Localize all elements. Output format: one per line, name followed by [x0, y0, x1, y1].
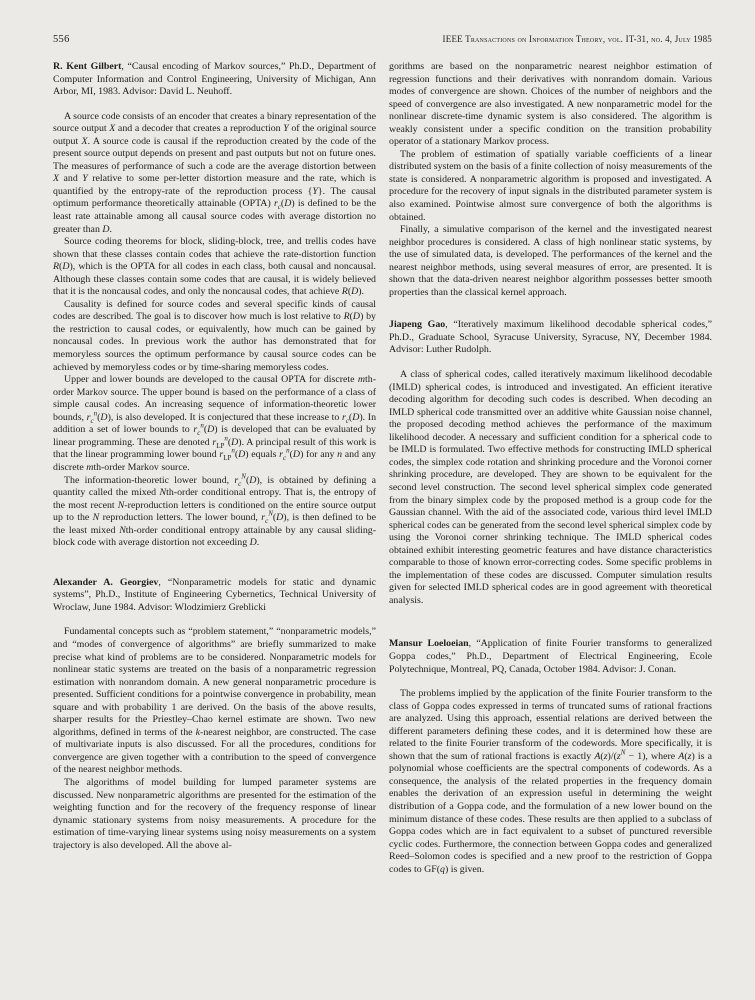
abstract-paragraph: The problems implied by the application of the finite Fourier transform to the class of Goppa codes expressed in terms of truncated sums of rational fractions are analyzed. Using this approach, essential relations are derived between the different parameters defining these codes, and it is determined how these are related to the finite Fourier transform of the codewords. More specifically, it is shown that the sum of rational fractions is exactly $A(z)/(z^N - 1)$, where A(z) is a polynomial whose coefficients are the spectral components of codewords. As a consequence, the analysis of the related properties in the frequency domain enables the derivation of an expression useful in determining the weight distribution of a Goppa code, and the formulation of a new lower bound on the minimum distance of these codes. These results are then applied to a subclass of Goppa codes which are in fact equivalent to a subset of punctured reversible cyclic codes. Furthermore, the connection between Goppa codes and generalized Reed–Solomon codes is specified and a new proof to the restriction of Goppa codes to GF(q) is given. — [389, 688, 713, 875]
page-number: 556 — [53, 34, 70, 45]
abstract-paragraph: Source coding theorems for block, sliding-block, tree, and trellis codes have shown that these classes contain codes that achieve the rate-distortion function R(D), which is the OPTA for all codes in each class, both causal and noncausal. Although these classes contain some codes that are causal, it is widely believed that it is the noncausal codes, and only the noncausal codes, that achieve R(D). — [53, 236, 376, 298]
abstract-paragraph: Fundamental concepts such as “problem statement,” “nonparametric models,” and “modes of convergence of algorithms” are briefly summarized to make precise what kind of problems are to be considered. Nonparametric models for nonlinear static systems are treated on the basis of a nonparametric regression estimation with nonrandom domain. A new general nonparametric procedure is presented. Sufficient conditions for a pointwise convergence in probability, mean square and with probability 1 are derived. On the basis of the above results, sharper results for the Priestley–Chao kernel estimate are shown. Two new algorithms, defined in terms of the k-nearest neighbor, are constructed. The case of multivariate inputs is also discussed. For all the procedures, conditions for convergence are given together with a contribution to the speed of convergence of the nearest neighbor methods. — [53, 626, 376, 776]
abstract-paragraph: Finally, a simulative comparison of the kernel and the investigated nearest neighbor procedures is considered. A class of high nonlinear static systems, by the use of simulated data, is developed. The performances of the kernel and the nearest neighbor methods, using several measures of error, are presented. It is shown that the data-driven nearest neighbor algorithm possesses better smooth properties than the classical kernel approach. — [389, 224, 712, 298]
abstract-paragraph: A source code consists of an encoder that creates a binary representation of the source output X and a decoder that creates a reproduction Y of the original source output X. A source code is causal if the reproduction created by the code of the present source output depends on present and past outputs but not on future ones. The measures of performance of such a code are the average distortion between X and Y relative to some per-letter distortion measure and the rate, which is quantified by the entropy-rate of the reproduction process {Y}. The causal optimum performance theoretically attainable (OPTA) $r_c(D)$ is defined to be the least rate attainable among all causal source codes with average distortion no greater than D. — [53, 110, 376, 235]
abstract-paragraph: The algorithms of model building for lumped parameter systems are discussed. New nonparametric algorithms are presented for the estimation of the weighting function and for the recovery of the frequency response of linear dynamic stationary systems from noisy measurements. A procedure for the estimation of time-varying linear systems using noisy measurements on a system trajectory is also developed. All the above al- — [53, 776, 376, 851]
entry-heading-georgiev: Alexander A. Georgiev, “Nonparametric models for static and dynamic systems”, Ph.D., Institute of Engineering Cybernetics, Technical University of Wroclaw, June 1984. Advisor: Wlodzimierz Greblicki — [53, 576, 376, 613]
left-column — [53, 61, 376, 876]
two-column-body — [53, 61, 712, 876]
right-column — [389, 61, 712, 876]
abstract-paragraph-continuation: gorithms are based on the nonparametric nearest neighbor estimation of regression functions and their derivatives with nonrandom domain. Various modes of convergence are shown. Choices of the number of neighbors and the speed of convergence are also investigated. A new nonparametric model for the nonlinear discrete-time dynamic system is also considered. The algorithm is weakly consistent under a specific condition on the transition probability operator of a stationary Markov process. — [389, 61, 712, 148]
entry-heading-gao: Jiapeng Gao, “Iteratively maximum likelihood decodable spherical codes,” Ph.D., Graduate School, Syracuse University, Syracuse, NY, December 1984. Advisor: Luther Rudolph. — [389, 319, 712, 356]
running-head — [53, 34, 712, 45]
abstract-paragraph: Causality is defined for source codes and several specific kinds of causal codes are described. The goal is to discover how much is lost relative to R(D) by the restriction to causal codes, or equivalently, how much can be gained by noncausal codes. In previous work the author has demonstrated that for memoryless sources the optimum performance by causal source codes can be achieved by memoryless codes or by time-sharing memoryless codes. — [53, 298, 376, 373]
entry-heading-loeloeian: Mansur Loeloeian, “Application of finite Fourier transforms to generalized Goppa codes,” Ph.D., Department of Electrical Engineering, Ecole Polytechnique, Montreal, PQ, Canada, October 1984. Advisor: J. Conan. — [389, 638, 712, 675]
journal-header: IEEE Transactions on Information Theory, vol. IT-31, no. 4, July 1985 — [442, 34, 712, 44]
abstract-paragraph: A class of spherical codes, called iteratively maximum likelihood decodable (IMLD) spherical codes, is introduced and investigated. An efficient iterative decoding algorithm for decoding such codes is described. When decoding an IMLD spherical code transmitted over an additive white Gaussian noise channel, the proposed decoding method achieves the performance of the maximum likelihood decoder. A necessary and sufficient condition for a spherical code to be IMLD is formulated. Two effective methods for constructing IMLD spherical codes, the simplex code rotation and shrinking procedure and the Voronoi corner shrinking procedure, are developed. They are shown to be equivalent for the second level construction. The second level spherical simplex code generated from the binary simplex code by the proposed method is a group code for the Gaussian channel. With the aid of the associated code, various third level IMLD spherical codes can be generated from the second level spherical simplex code by using the Voronoi corner shrinking technique. The IMLD spherical codes obtained exhibit interesting geometric features and have distance characteristics comparable to those of known error-correcting codes. Some specific problems in the implementation of these codes are discussed. Computer simulation results given for selected IMLD spherical codes are in good agreement with theoretical analysis. — [389, 369, 712, 606]
entry-heading-gilbert: R. Kent Gilbert, “Causal encoding of Markov sources,” Ph.D., Department of Computer Information and Control Engineering, University of Michigan, Ann Arbor, MI, 1983. Advisor: David L. Neuhoff. — [53, 61, 376, 98]
abstract-paragraph: The information-theoretic lower bound, $r_c^N(D)$, is obtained by defining a quantity called the mixed Nth-order conditional entropy. That is, the entropy of the most recent N-reproduction letters is conditioned on the entire source output up to the N reproduction letters. The lower bound, $r_c^N(D)$, is then defined to be the least mixed Nth-order conditional entropy attainable by any causal sliding-block code with average distortion not exceeding D. — [53, 472, 376, 549]
abstract-paragraph: The problem of estimation of spatially variable coefficients of a linear distributed system on the basis of a finite collection of noisy measurements of the state is considered. A nonparametric algorithm is proposed and investigated. A procedure for the recovery of input signals in the distributed parameter system is also examined. Pointwise almost sure convergence of both the algorithms is obtained. — [389, 148, 712, 223]
abstract-paragraph: Upper and lower bounds are developed to the causal OPTA for discrete mth-order Markov source. The upper bound is based on the performance of a class of simple causal codes. An increasing sequence of information-theoretic lower bounds, $r_c^n(D)$, is also developed. It is conjectured that these increase to $r_c(D)$. In addition a set of lower bounds to $r_c^n(D)$ is developed that can be evaluated by linear programming. These are denoted $r_{LP}^n(D)$. A principal result of this work is that the linear programming lower bound $r_{LP}^n(D)$ equals $r_c^n(D)$ for any n and any discrete mth-order Markov source. — [53, 374, 377, 473]
